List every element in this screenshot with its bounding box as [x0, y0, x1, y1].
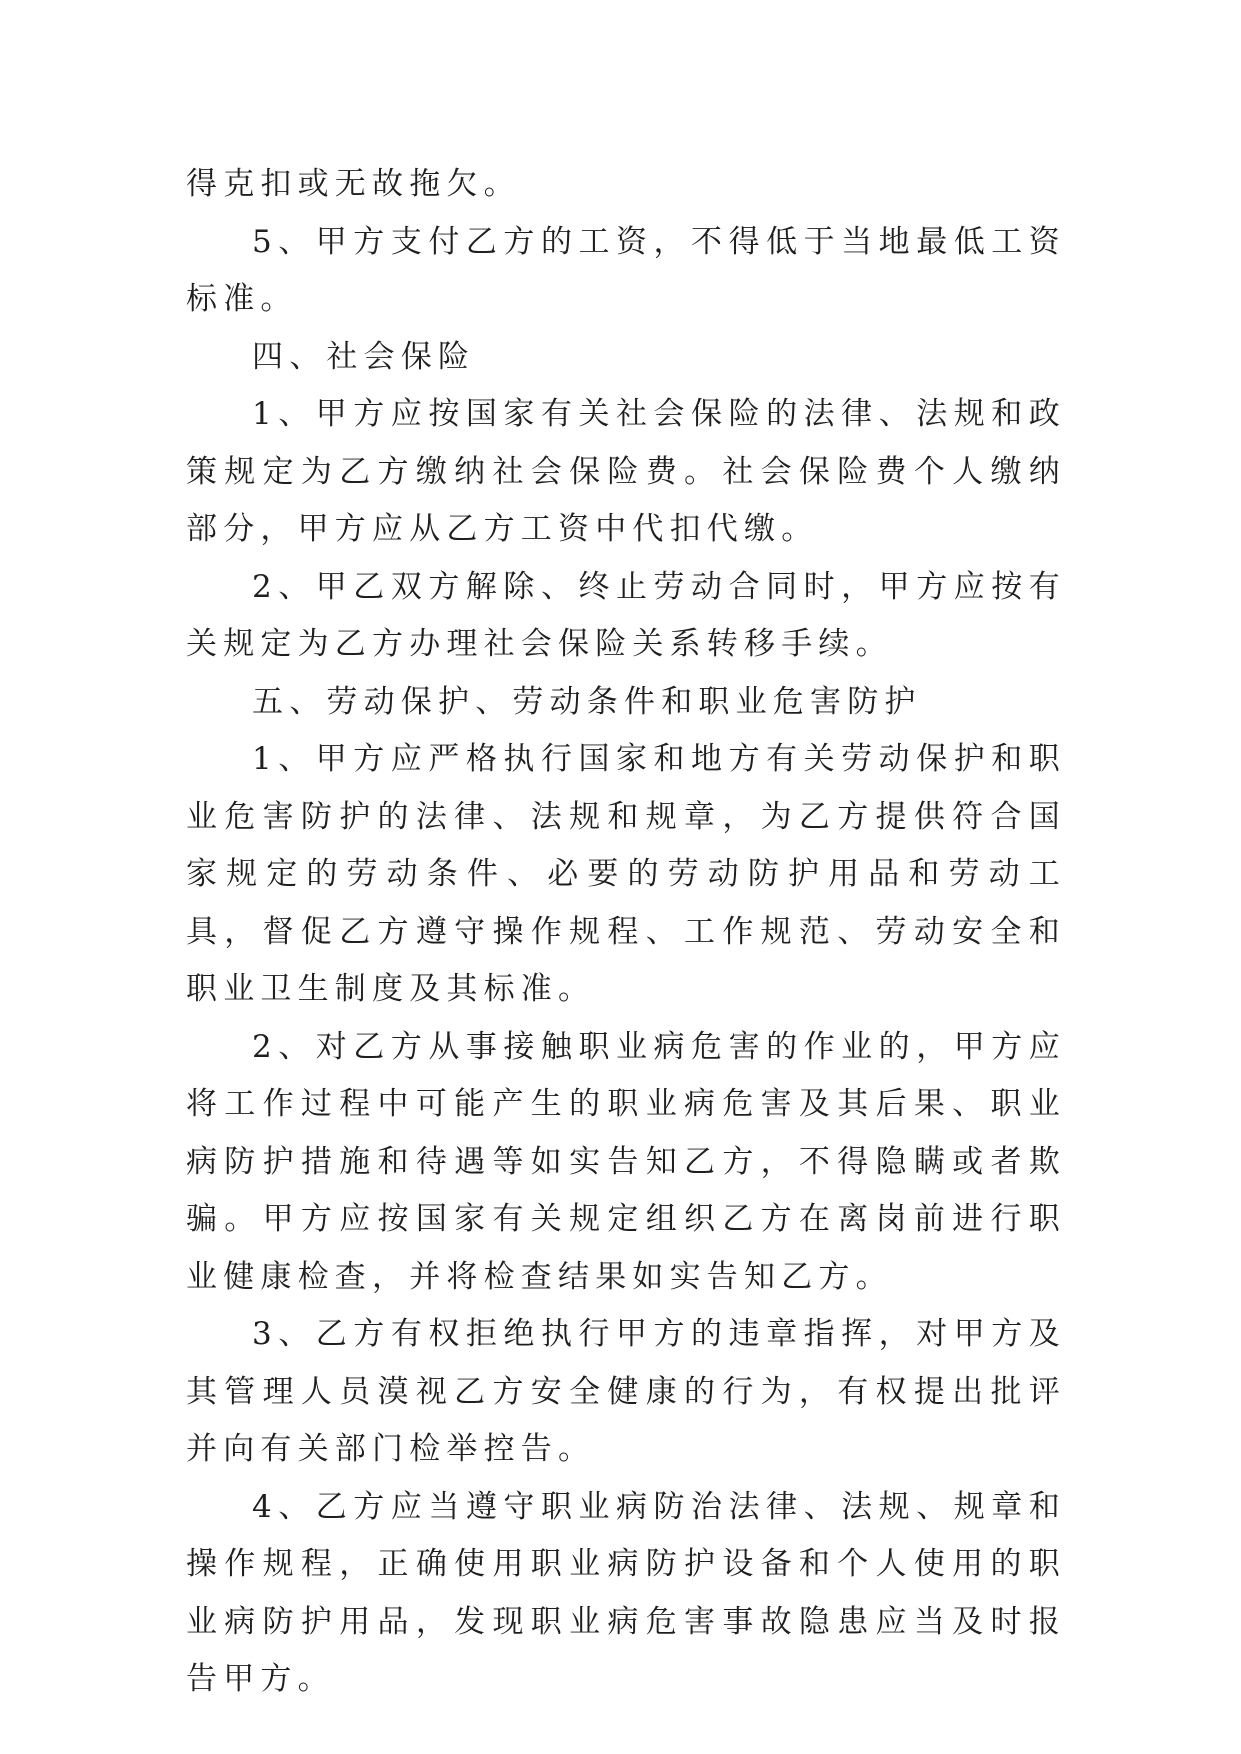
- paragraph-10: 4、乙方应当遵守职业病防治法律、法规、规章和操作规程，正确使用职业病防护设备和个人使用的职业病防护用品，发现职业病危害事故隐患应当及时报告甲方。: [186, 1488, 1066, 1697]
- section-heading-social-insurance: 四、社会保险: [252, 338, 476, 375]
- paragraph-9: 3、乙方有权拒绝执行甲方的违章指挥，对甲方及其管理人员漠视乙方安全健康的行为，有权提出批评并向有关部门检举控告。: [186, 1316, 1066, 1467]
- paragraph-7: 1、甲方应严格执行国家和地方有关劳动保护和职业危害防护的法律、法规和规章，为乙方提供符合国家规定的劳动条件、必要的劳动防护用品和劳动工具，督促乙方遵守操作规程、工作规范、劳动安全和职业卫生制度及其标准。: [186, 741, 1066, 1007]
- paragraph-8: 2、对乙方从事接触职业病危害的作业的，甲方应将工作过程中可能产生的职业病危害及其后果、职业病防护措施和待遇等如实告知乙方，不得隐瞒或者欺骗。甲方应按国家有关规定组织乙方在离岗前进行职业健康检查，并将检查结果如实告知乙方。: [186, 1028, 1066, 1295]
- paragraph-4: 1、甲方应按国家有关社会保险的法律、法规和政策规定为乙方缴纳社会保险费。社会保险费个人缴纳部分，甲方应从乙方工资中代扣代缴。: [186, 396, 1066, 547]
- paragraph-5: 2、甲乙双方解除、终止劳动合同时，甲方应按有关规定为乙方办理社会保险关系转移手续。: [186, 568, 1066, 662]
- paragraph-1: 得克扣或无故拖欠。: [186, 166, 521, 202]
- paragraph-2: 5、甲方支付乙方的工资，不得低于当地最低工资标准。: [186, 223, 1066, 317]
- section-heading-labor-protection: 五、劳动保护、劳动条件和职业危害防护: [252, 683, 922, 720]
- document-body: [186, 156, 1066, 1709]
